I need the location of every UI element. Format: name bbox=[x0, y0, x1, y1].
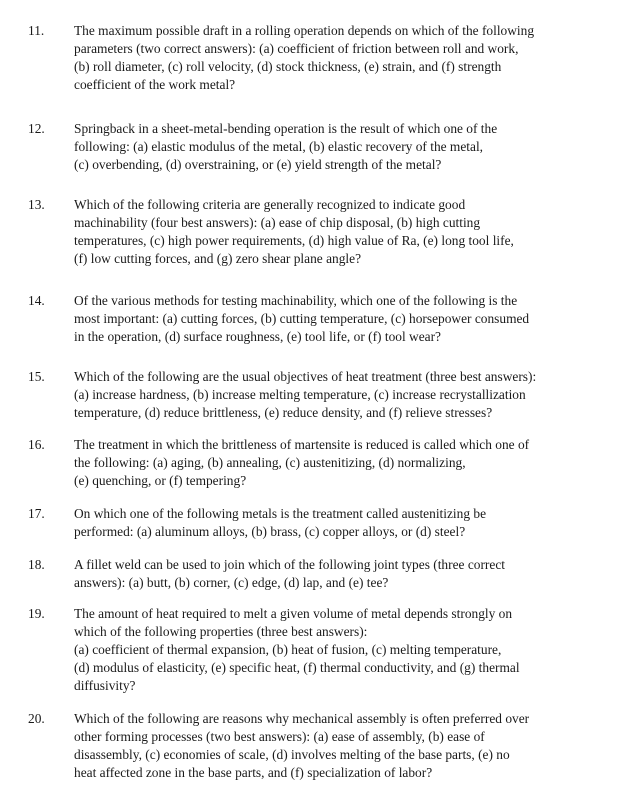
question-text bbox=[74, 196, 630, 268]
question-line: following: (a) elastic modulus of the metal, (b) elastic recovery of the metal, bbox=[74, 139, 484, 154]
question-line: disassembly, (c) economies of scale, (d) involves melting of the base parts, (e) no bbox=[74, 747, 510, 762]
question-number: 20. bbox=[28, 711, 45, 726]
question-line: A fillet weld can be used to join which of the following joint types (three correct bbox=[74, 557, 505, 572]
question-number: 14. bbox=[28, 293, 45, 308]
question-line: the following: (a) aging, (b) annealing, (c) austenitizing, (d) normalizing, bbox=[74, 455, 466, 470]
question-text bbox=[74, 292, 630, 346]
question-line: in the operation, (d) surface roughness, (e) tool life, or (f) tool wear? bbox=[74, 329, 441, 344]
question-number: 17. bbox=[28, 506, 45, 521]
question-line: The amount of heat required to melt a given volume of metal depends strongly on bbox=[74, 606, 513, 621]
question-line: (c) overbending, (d) overstraining, or (e) yield strength of the metal? bbox=[74, 157, 442, 172]
question-line: temperatures, (c) high power requirements, (d) high value of Ra, (e) long tool life, bbox=[74, 233, 514, 248]
question-line: The treatment in which the brittleness of martensite is reduced is called which one of bbox=[74, 437, 530, 452]
question-number: 11. bbox=[28, 23, 45, 38]
question-line: parameters (two correct answers): (a) coefficient of friction between roll and work, bbox=[74, 41, 519, 56]
question-line: coefficient of the work metal? bbox=[74, 77, 236, 92]
question-line: Of the various methods for testing machinability, which one of the following is the bbox=[74, 293, 518, 308]
question-line: temperature, (d) reduce brittleness, (e) reduce density, and (f) relieve stresses? bbox=[74, 405, 493, 420]
question-text bbox=[74, 368, 630, 422]
question-line: most important: (a) cutting forces, (b) cutting temperature, (c) horsepower consumed bbox=[74, 311, 530, 326]
question-line: Which of the following criteria are generally recognized to indicate good bbox=[74, 197, 466, 212]
question-line: (f) low cutting forces, and (g) zero shear plane angle? bbox=[74, 251, 362, 266]
question-line: Which of the following are reasons why mechanical assembly is often preferred over bbox=[74, 711, 530, 726]
question-text bbox=[74, 120, 630, 174]
question-number: 15. bbox=[28, 369, 45, 384]
question-text bbox=[74, 22, 630, 94]
question-line: performed: (a) aluminum alloys, (b) brass, (c) copper alloys, or (d) steel? bbox=[74, 524, 466, 539]
question-text bbox=[74, 556, 630, 592]
question-number: 13. bbox=[28, 197, 45, 212]
question-line: (b) roll diameter, (c) roll velocity, (d) stock thickness, (e) strain, and (f) strength bbox=[74, 59, 502, 74]
question-text bbox=[74, 436, 630, 490]
question-line: which of the following properties (three best answers): bbox=[74, 624, 368, 639]
question-line: diffusivity? bbox=[74, 678, 136, 693]
question-line: Springback in a sheet-metal-bending operation is the result of which one of the bbox=[74, 121, 498, 136]
question-line: other forming processes (two best answers): (a) ease of assembly, (b) ease of bbox=[74, 729, 485, 744]
question-text bbox=[74, 505, 630, 541]
question-text bbox=[74, 710, 630, 782]
question-line: On which one of the following metals is the treatment called austenitizing be bbox=[74, 506, 487, 521]
question-line: heat affected zone in the base parts, and (f) specialization of labor? bbox=[74, 765, 433, 780]
question-line: The maximum possible draft in a rolling operation depends on which of the following bbox=[74, 23, 535, 38]
question-number: 18. bbox=[28, 557, 45, 572]
question-line: (d) modulus of elasticity, (e) specific heat, (f) thermal conductivity, and (g) thermal bbox=[74, 660, 520, 675]
question-line: (a) coefficient of thermal expansion, (b) heat of fusion, (c) melting temperature, bbox=[74, 642, 502, 657]
question-line: machinability (four best answers): (a) ease of chip disposal, (b) high cutting bbox=[74, 215, 481, 230]
question-line: (a) increase hardness, (b) increase melting temperature, (c) increase recrystallization bbox=[74, 387, 526, 402]
question-line: (e) quenching, or (f) tempering? bbox=[74, 473, 247, 488]
question-number: 12. bbox=[28, 121, 45, 136]
question-line: answers): (a) butt, (b) corner, (c) edge, (d) lap, and (e) tee? bbox=[74, 575, 389, 590]
question-number: 16. bbox=[28, 437, 45, 452]
question-text bbox=[74, 605, 630, 695]
question-number: 19. bbox=[28, 606, 45, 621]
question-line: Which of the following are the usual objectives of heat treatment (three best answers): bbox=[74, 369, 537, 384]
